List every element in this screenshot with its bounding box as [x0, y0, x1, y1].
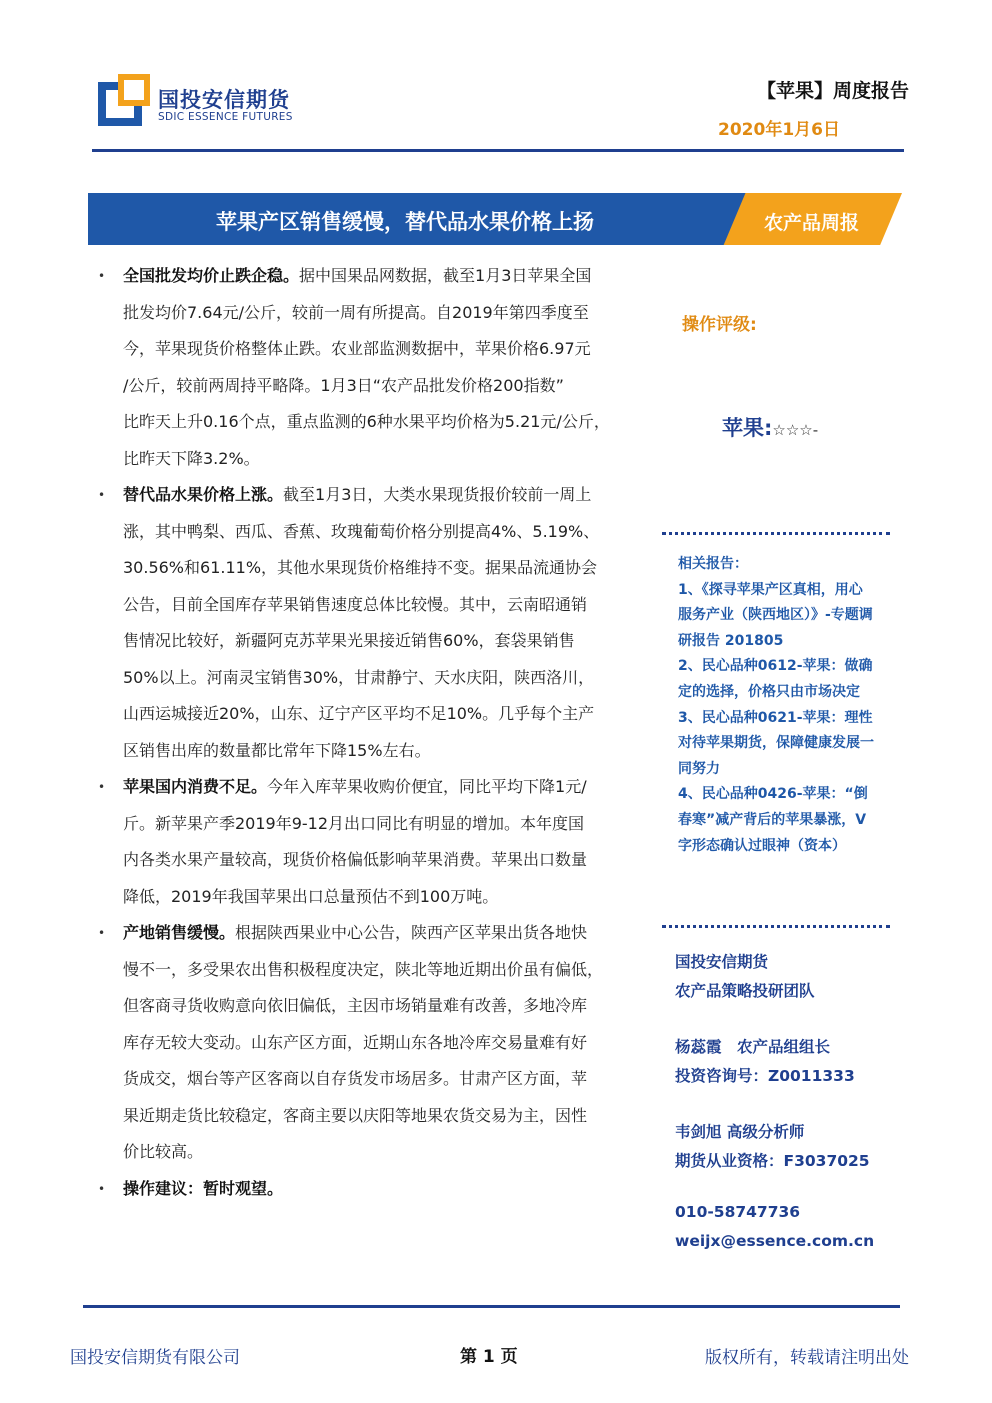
bullet-paragraph [96, 769, 644, 915]
bullet-icon: • [98, 269, 106, 283]
dotted-divider [662, 532, 890, 535]
para-line: 今，苹果现货价格整体止跌。农业部监测数据中，苹果价格6.97元 [123, 339, 591, 358]
logo-mark-icon [98, 74, 150, 126]
para-line: 库存无较大变动。山东产区方面，近期山东各地冷库交易量难有好 [123, 1032, 588, 1052]
para-line: 内各类水果产量较高，现货价格偏低影响苹果消费。苹果出口数量 [123, 850, 588, 869]
related-line: 1、《探寻苹果产区真相，用心 [678, 581, 863, 598]
related-line: 服务产业（陕西地区）》-专题调 [678, 607, 873, 624]
footer-divider [83, 1305, 900, 1308]
para-line: 斤。新苹果产季2019年9-12月出口同比有明显的增加。本年度国 [123, 813, 585, 833]
para-heading: 苹果国内消费不足。 [123, 777, 268, 796]
para-line: 比昨天下降3.2%。 [123, 448, 260, 468]
rating [722, 412, 818, 442]
logo-name-en: SDIC ESSENCE FUTURES [158, 111, 293, 123]
para-line: 涨，其中鸭梨、西瓜、香蕉、玫瑰葡萄价格分别提高4%、5.19%、 [123, 521, 600, 541]
rating-label: 操作评级: [682, 315, 757, 335]
related-line: 对待苹果期货，保障健康发展一 [678, 735, 874, 752]
para-line: 降低，2019年我国苹果出口总量预估不到100万吨。 [123, 886, 499, 906]
report-date: 2020年1月6日 [718, 120, 840, 140]
contact-email[interactable]: weijx@essence.com.cn [675, 1232, 875, 1250]
para-line: /公斤，较前两周持平略降。1月3日“农产品批发价格200指数” [123, 375, 564, 395]
title-banner [88, 193, 904, 245]
bullet-paragraph [96, 258, 644, 477]
header-divider [92, 149, 904, 152]
related-line: 4、民心品种0426-苹果：“倒 [678, 786, 868, 803]
contact-phone: 010-58747736 [675, 1203, 801, 1221]
footer-company: 国投安信期货有限公司 [70, 1348, 240, 1368]
related-reports [678, 552, 898, 859]
para-line: 货成交，烟台等产区客商以自存货发市场居多。甘肃产区方面，苹 [123, 1069, 588, 1088]
logo-name-cn: 国投安信期货 [158, 88, 290, 112]
para-line: 但客商寻货收购意向依旧偏低，主因市场销量难有改善，多地冷库 [123, 996, 588, 1015]
para-line: 30.56%和61.11%，其他水果现货价格维持不变。据果品流通协会 [123, 558, 598, 577]
bullet-paragraph [96, 477, 644, 769]
para-line: 区销售出库的数量都比常年下降15%左右。 [123, 740, 431, 760]
dotted-divider [662, 925, 890, 928]
related-line: 同努力 [678, 760, 720, 777]
company-logo [98, 74, 308, 130]
para-line: 替代品水果价格上涨。截至1月3日，大类水果现货报价较前一周上 [123, 485, 592, 504]
analyst-1-license: 投资咨询号：Z0011333 [675, 1067, 855, 1085]
para-heading: 操作建议：暂时观望。 [123, 1178, 284, 1198]
bullet-icon: • [98, 488, 106, 502]
para-line: 50%以上。河南灵宝销售30%，甘肃静宁、天水庆阳，陕西洛川， [123, 667, 595, 687]
report-category: 农产品周报 [764, 212, 860, 234]
team-name: 农产品策略投研团队 [675, 982, 815, 1000]
bullet-icon: • [98, 926, 106, 940]
para-line: 比昨天上升0.16个点，重点监测的6种水果平均价格为5.21元/公斤， [123, 412, 610, 431]
main-content [96, 258, 644, 1207]
para-line: 果近期走货比较稳定，客商主要以庆阳等地果农货交易为主，因性 [123, 1105, 588, 1125]
report-title: 苹果产区销售缓慢，替代品水果价格上扬 [216, 210, 594, 234]
related-line: 研报告 201805 [678, 632, 784, 649]
para-line [123, 1171, 644, 1208]
analyst-2: 韦剑旭 高级分析师 [675, 1123, 805, 1141]
star-icon: ☆☆☆- [772, 421, 819, 439]
footer-copyright: 版权所有，转载请注明出处 [705, 1348, 909, 1368]
para-heading: 产地销售缓慢。 [123, 923, 236, 942]
bullet-paragraph [96, 1171, 644, 1208]
related-line: 3、民心品种0621-苹果：理性 [678, 709, 873, 726]
related-line: 春寒”减产背后的苹果暴涨，V [678, 811, 867, 828]
company-name: 国投安信期货 [675, 953, 769, 971]
related-title: 相关报告： [678, 556, 748, 572]
related-line: 2、民心品种0612-苹果：做确 [678, 658, 873, 675]
analyst-2-license: 期货从业资格：F3037025 [675, 1152, 870, 1170]
related-line: 字形态确认过眼神（资本） [678, 837, 846, 854]
para-heading: 替代品水果价格上涨。 [123, 485, 284, 504]
para-line: 公告，目前全国库存苹果销售速度总体比较慢。其中，云南昭通销 [123, 594, 588, 614]
para-line: 批发均价7.64元/公斤，较前一周有所提高。自2019年第四季度至 [123, 302, 589, 322]
bullet-icon: • [98, 780, 106, 794]
para-line: 苹果国内消费不足。今年入库苹果收购价便宜，同比平均下降1元/ [123, 777, 587, 796]
para-line: 全国批发均价止跌企稳。据中国果品网数据，截至1月3日苹果全国 [123, 266, 592, 285]
bullet-paragraph [96, 915, 644, 1171]
related-line: 定的选择，价格只由市场决定 [678, 683, 860, 700]
contact-block [675, 948, 915, 1256]
para-line: 价比较高。 [123, 1142, 204, 1161]
para-line: 产地销售缓慢。根据陕西果业中心公告，陕西产区苹果出货各地快 [123, 923, 588, 942]
para-line: 山西运城接近20%，山东、辽宁产区平均不足10%。几乎每个主产 [123, 704, 595, 723]
rating-item: 苹果: [722, 416, 773, 440]
report-type: 【苹果】周度报告 [756, 80, 909, 102]
bullet-icon: • [98, 1181, 106, 1196]
analyst-1: 杨蕊霞 农产品组组长 [675, 1038, 831, 1056]
page-number: 第 1 页 [460, 1347, 518, 1367]
para-line: 慢不一，多受果农出售积极程度决定，陕北等地近期出价虽有偏低， [123, 959, 604, 979]
para-line: 售情况比较好，新疆阿克苏苹果光果接近销售60%，套袋果销售 [123, 631, 575, 650]
para-heading: 全国批发均价止跌企稳。 [123, 266, 300, 285]
